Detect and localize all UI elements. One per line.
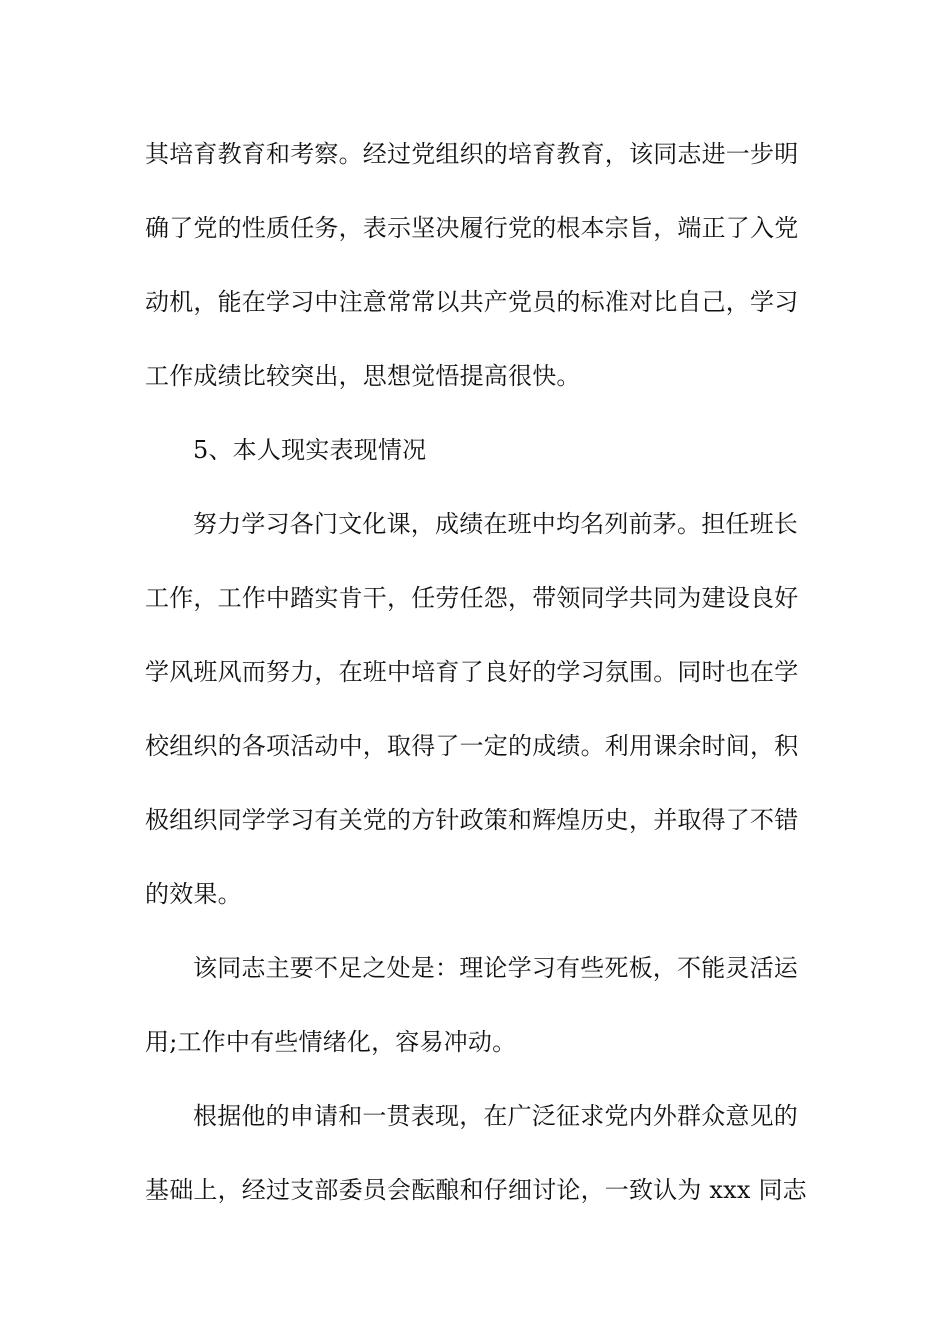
paragraph-line: 工作，工作中踏实肯干，任劳任怨，带领同学共同为建设良好 xyxy=(145,584,799,612)
paragraph-line: 用;工作中有些情绪化，容易冲动。 xyxy=(145,1028,517,1056)
paragraph-line: 动机，能在学习中注意常常以共产党员的标准对比自己，学习 xyxy=(145,288,799,316)
section-heading: 5、本人现实表现情况 xyxy=(193,436,427,464)
paragraph-line: 根据他的申请和一贯表现，在广泛征求党内外群众意见的 xyxy=(193,1102,798,1130)
paragraph-line: 工作成绩比较突出，思想觉悟提高很快。 xyxy=(145,362,581,390)
paragraph-line: 的效果。 xyxy=(145,880,242,908)
paragraph-line: 努力学习各门文化课，成绩在班中均名列前茅。担任班长 xyxy=(193,510,798,538)
paragraph-line: 极组织同学学习有关党的方针政策和辉煌历史，并取得了不错 xyxy=(145,806,799,834)
paragraph-line: 其培育教育和考察。经过党组织的培育教育，该同志进一步明 xyxy=(145,140,799,168)
paragraph-line: 校组织的各项活动中，取得了一定的成绩。利用课余时间，积 xyxy=(145,732,799,760)
paragraph-line: 该同志主要不足之处是：理论学习有些死板，不能灵活运 xyxy=(193,954,798,982)
paragraph-line: 基础上，经过支部委员会酝酿和仔细讨论，一致认为 xxx 同志 xyxy=(145,1176,807,1204)
paragraph-line: 学风班风而努力，在班中培育了良好的学习氛围。同时也在学 xyxy=(145,658,799,686)
paragraph-line: 确了党的性质任务，表示坚决履行党的根本宗旨，端正了入党 xyxy=(145,214,799,242)
